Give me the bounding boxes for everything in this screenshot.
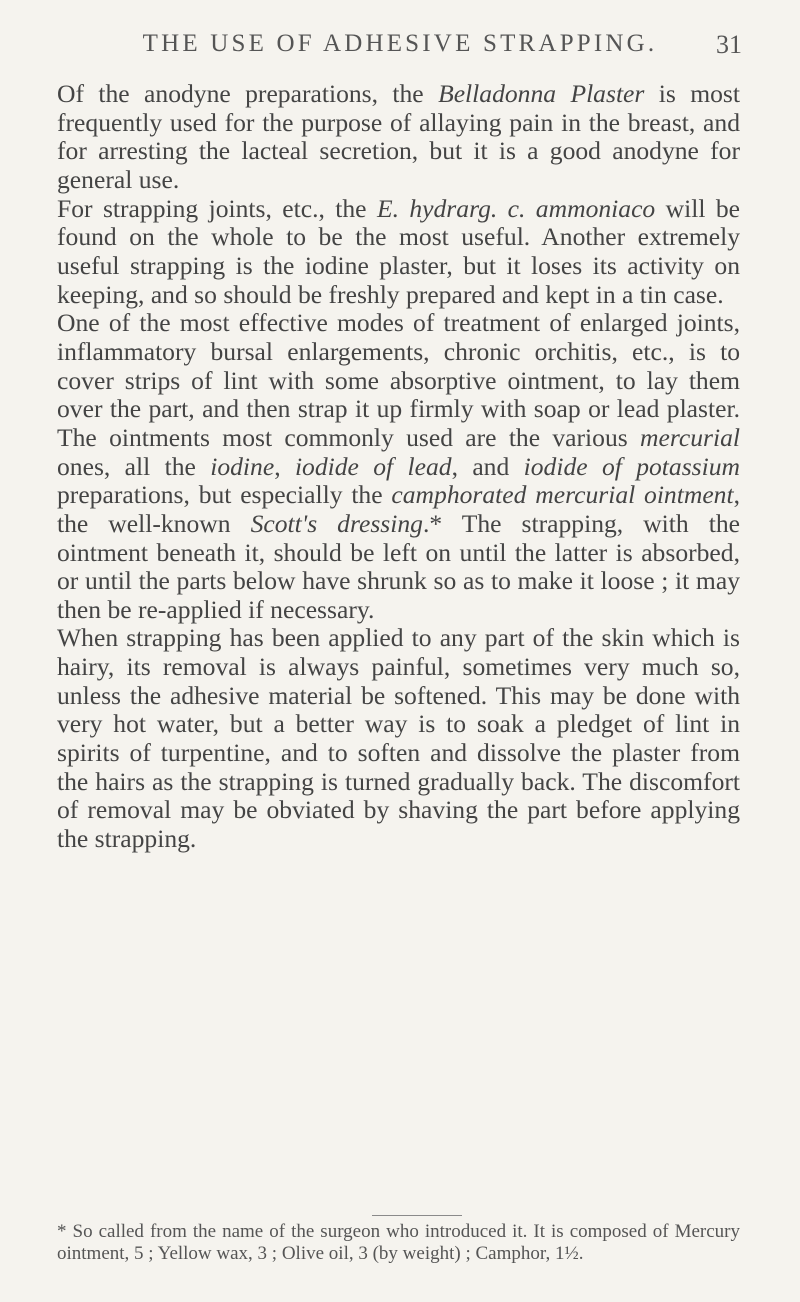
italic-term: iodide of potassium: [523, 451, 741, 481]
footnote-rule: [372, 1215, 462, 1216]
text-run: Of the anodyne preparations, the: [57, 79, 439, 108]
italic-term: iodide of lead: [294, 451, 452, 481]
text-run: For strapping joints, etc., the: [57, 193, 377, 223]
text-run: .* The strapping, with the ointment beneath it, should be left on until the latter is absorbed, or until the parts below have shrunk so as to make it loose ; it may then be re-applied if necessary.: [57, 508, 740, 624]
text-run: , the well-known: [57, 480, 740, 538]
body-text: [57, 80, 740, 854]
text-run: One of the most effective modes of treatment of enlarged joints, inflammatory bursal enlargements, chronic orchitis, etc., is to cover strips of lint with some absorptive ointment, to lay them over the part, and then strap it up firmly with soap or lead plaster. The ointments most commonly used are the various: [57, 308, 740, 452]
paragraph-removal: When strapping has been applied to any part of the skin which is hairy, its removal is always painful, sometimes very much so, unless the adhesive material be softened. This may be done with very hot water, but a better way is to soak a pledget of lint in spirits of turpentine, and to soften and dissolve the plaster from the hairs as the strapping is turned gradually back. The discomfort of removal may be obviated by shaving the part before applying the strapping.: [57, 623, 740, 854]
page-number: 31: [716, 30, 742, 59]
text-run: ,: [274, 451, 295, 481]
paragraph-ointments: [57, 309, 740, 624]
italic-term: iodine: [210, 451, 275, 481]
text-run: preparations, but especially the: [57, 480, 392, 510]
italic-term: Belladonna Plaster: [438, 79, 645, 108]
text-run: is most frequently used for the purpose of allaying pain in the breast, and for arresting the lacteal secretion, but it is a good anodyne for general use.: [57, 79, 740, 194]
italic-term: Scott's dressing: [250, 508, 423, 538]
running-title: THE USE OF ADHESIVE STRAPPING.: [142, 30, 658, 57]
paragraph-strapping-joints: [57, 195, 740, 310]
text-run: will be found on the whole to be the most useful. Another extremely useful strapping is the iodine plaster, but it loses its activity on keeping, and so should be freshly prepared and kept in a tin case.: [57, 193, 740, 309]
footnote-text: * So called from the name of the surgeon who introduced it. It is composed of Mercury ointment, 5 ; Yellow wax, 3 ; Olive oil, 3 (by weight) ; Camphor, 1½.: [57, 1221, 740, 1264]
paragraph-belladonna: [57, 80, 740, 195]
running-head: [0, 30, 800, 66]
italic-term: E. hydrarg. c. ammoniaco: [376, 193, 656, 223]
text-run: ones, all the: [57, 451, 211, 481]
italic-term: mercurial: [640, 422, 740, 452]
text-run: , and: [451, 451, 524, 481]
italic-term: camphorated mercurial ointment: [391, 480, 734, 510]
footnote: [57, 1221, 740, 1264]
